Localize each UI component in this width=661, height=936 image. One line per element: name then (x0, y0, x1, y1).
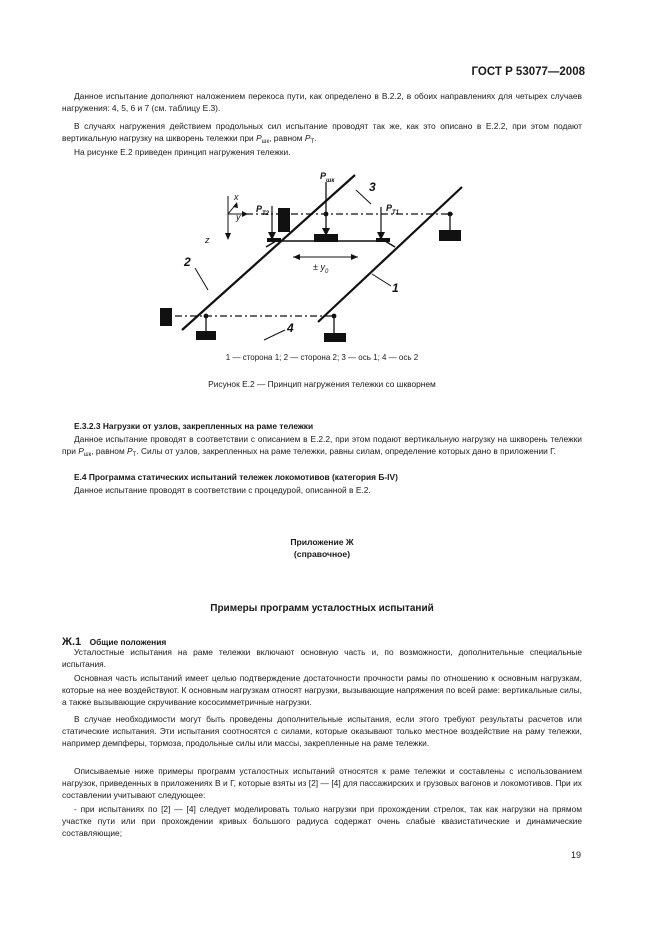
callout-3: 3 (369, 180, 376, 194)
intro-paragraph-1: Данное испытание дополняют наложением перекоса пути, как определено в В.2.2, в обоих направлениях для четырех случаев нагружения: 4, 5, 6 и 7 (см. таблицу Е.3). (62, 91, 582, 113)
appendix-heading: Примеры программ усталостных испытаний (210, 603, 434, 614)
support-block-1 (439, 230, 461, 241)
pivot-load-block (278, 208, 290, 232)
section-e323-text: Данное испытание проводят в соответствии с описанием в Е.2.2, при этом подают вертикальную нагрузку на шкворень тележки при $P_{шк}$, равном $P_T$. Силы от узлов, закрепленных на раме тележки, равны силам, определение которых дано в приложении Г. (62, 434, 582, 458)
page-number: 19 (570, 850, 581, 860)
appendix-title: Приложение Ж (290, 537, 354, 547)
label-p-t1: $P_{T1}$ (386, 203, 400, 216)
figure-legend: 1 — сторона 1; 2 — сторона 2; 3 — ось 1; 4 — ось 2 (225, 353, 419, 362)
intro-paragraph-2: В случаях нагружения действием продольных сил испытание проводят так же, как это описано в Е.2.2, при этом подают вертикальную нагрузку на шкворень тележки при $P_{шк}$, равном $P_T$. (62, 121, 582, 145)
axis-y-label: y (236, 212, 241, 222)
axis-x-label: x (234, 192, 239, 202)
intro-paragraph-3: На рисунке Е.2 приведен принцип нагружения тележки. (74, 147, 291, 157)
section-e4-text: Данное испытание проводят в соответствии с процедурой, описанной в Е.2. (74, 485, 371, 495)
bogie-loading-diagram (150, 160, 490, 345)
page-header-standard: ГОСТ Р 53077—2008 (471, 66, 585, 78)
section-zh1-paragraph-1: Усталостные испытания на раме тележки включают основную часть и, по возможности, дополнительные специальные испытания. (62, 647, 582, 669)
side-2-beam (182, 175, 355, 330)
section-zh1-paragraph-2: Основная часть испытаний имеет целью подтверждение достаточности прочности рамы по отношению к основным нагрузкам, которые на нее воздействуют. К основным нагрузкам относят нагрузки, вызывающие напряжения по всей раме: вертикальные силы, а также вызывающие скручивание кососимметричные нагрузки. (62, 673, 582, 707)
appendix-note: (справочное) (293, 549, 351, 559)
end-load-block (160, 308, 172, 326)
leader-4 (264, 330, 285, 340)
section-zh1-paragraph-3: В случае необходимости могут быть проведены дополнительные испытания, если этого требуют результаты расчетов или статические испытания. Эти испытания соотносятся с силами, которые оказывают только местное воздействие на раму тележки, например демпферы, тормоза, продольные силы или массы, закрепленные на раме тележки. (62, 714, 582, 748)
section-zh1-heading: Ж.1 Общие положения (62, 636, 167, 648)
axis-z-label: z (205, 235, 210, 245)
figure-caption: Рисунок Е.2 — Принцип нагружения тележки со шкворнем (208, 379, 436, 389)
section-e323-heading: Е.3.2.3 Нагрузки от узлов, закрепленных на раме тележки (74, 421, 314, 431)
section-zh1-paragraph-4: Описываемые ниже примеры программ усталостных испытаний относятся к раме тележки и составлены с использованием нагрузок, приведенных в приложениях В и Г, которые взяты из [2] — [4] для пассажирских и грузовых вагонов и локомотивов. При их составлении учитывают следующее: (62, 766, 582, 800)
callout-2: 2 (184, 255, 191, 269)
callout-4: 4 (287, 321, 294, 335)
label-p-shk: $P_{шк}$ (320, 171, 335, 184)
leader-1 (372, 274, 391, 286)
pivot-center-block (314, 234, 338, 242)
support-block-3 (324, 333, 346, 342)
support-block-2 (196, 331, 216, 340)
section-zh1-paragraph-5: - при испытаниях по [2] — [4] следует моделировать только нагрузки при прохождении стрелок, так как нагрузки на прямом участке пути или при прохождении кривых большого радиуса содержат очень слабые квазистатические и динамические составляющие; (62, 804, 582, 838)
offset-label: ± $y_0$ (313, 262, 329, 275)
section-e4-heading: Е.4 Программа статических испытаний тележек локомотивов (категория Б-IV) (74, 472, 398, 482)
callout-1: 1 (392, 281, 399, 295)
leader-2 (195, 268, 208, 290)
label-p-t2: $P_{T2}$ (256, 204, 270, 217)
